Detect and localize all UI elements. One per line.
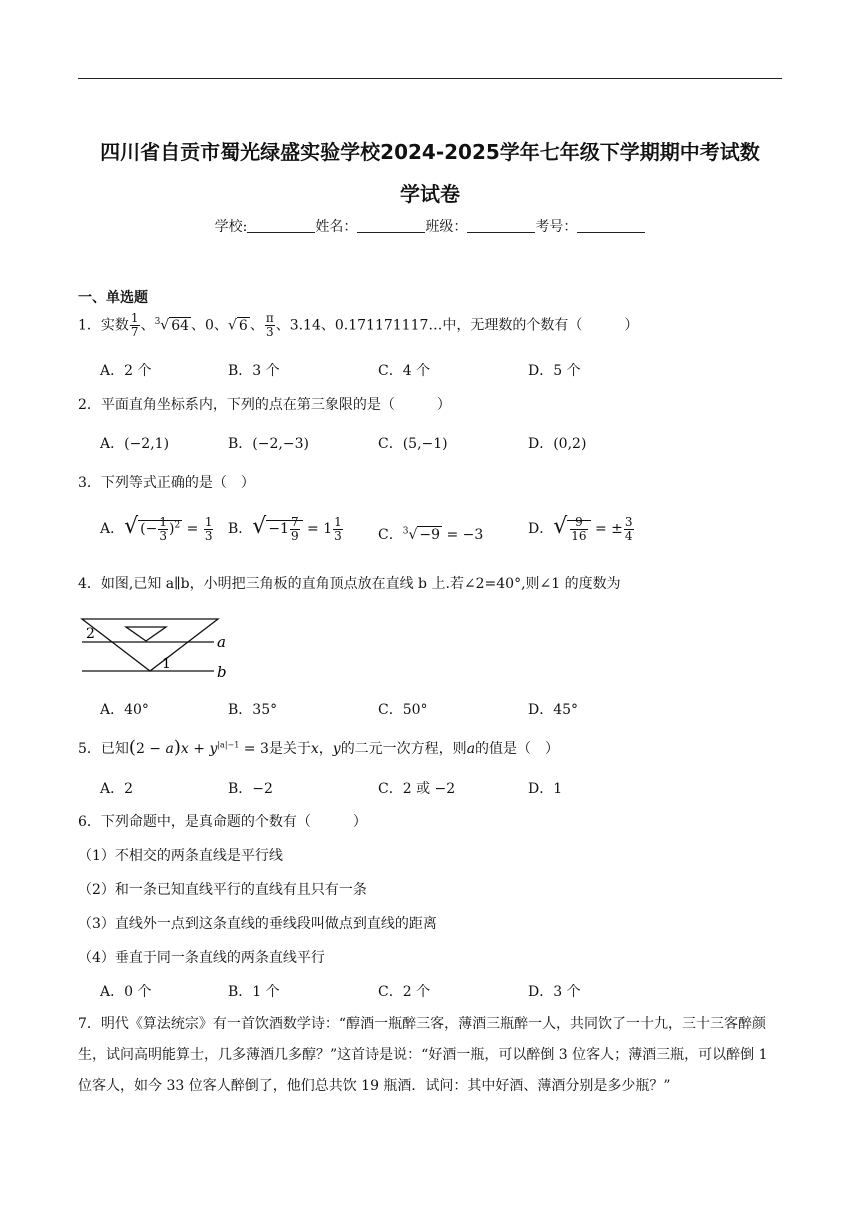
q2-option-c[interactable]: C．(5,−1) bbox=[378, 436, 448, 452]
q1-prefix: 1．实数 bbox=[78, 317, 129, 334]
q4-option-c[interactable]: C．50° bbox=[378, 702, 428, 718]
question-4: 4．如图,已知 a∥b，小明把三角板的直角顶点放在直线 b 上.若∠2=40°,则∠1 的度数为 bbox=[78, 576, 621, 592]
question-1: 1．实数 $\frac{1}{7}$ 、$^3$√ 64 、0、√ 6 、 $\frac{\pi}{3}$ 、3.14、0.171171117…中，无理数的个数有（ ） bbox=[78, 311, 639, 339]
q5-option-d[interactable]: D．1 bbox=[528, 781, 563, 797]
q3-option-b[interactable]: B．√ −1 $\frac{7}{9}$ = 1 $\frac{1}{3}$ bbox=[228, 514, 342, 543]
triangle-inner bbox=[126, 627, 166, 641]
q5-text: 的二元一次方程，则 bbox=[340, 741, 467, 757]
q6-option-d[interactable]: D．3 个 bbox=[528, 984, 581, 1000]
q6-item: （1）不相交的两条直线是平行线 bbox=[78, 848, 283, 864]
line-b-label: b bbox=[217, 663, 227, 681]
school-label: 学校: bbox=[214, 219, 248, 235]
header-rule bbox=[78, 78, 782, 79]
q1-pi-fraction: $\frac{\pi}{3}$ bbox=[265, 311, 274, 339]
school-blank[interactable] bbox=[247, 218, 315, 233]
exam-no-blank[interactable] bbox=[577, 218, 645, 233]
q1-sep: 、 bbox=[140, 317, 155, 334]
q5-option-b[interactable]: B．−2 bbox=[228, 781, 273, 797]
q5-text: 5．已知 bbox=[78, 741, 129, 757]
q3-option-a[interactable]: A．√ (− $\frac{1}{3}$ )$^2$ = $\frac{1}{3}$ bbox=[100, 514, 213, 543]
q5-option-a[interactable]: A．2 bbox=[100, 781, 134, 797]
q4-option-d[interactable]: D．45° bbox=[528, 702, 579, 718]
angle-2-label: 2 bbox=[86, 626, 95, 642]
line-a-label: a bbox=[217, 633, 226, 651]
exam-no-label: 考号： bbox=[535, 219, 578, 235]
question-3: 3．下列等式正确的是（ ） bbox=[78, 475, 255, 491]
q1-option-a[interactable]: A．2 个 bbox=[100, 363, 152, 379]
q5-option-c[interactable]: C．2 或 −2 bbox=[378, 781, 456, 797]
q4-option-a[interactable]: A．40° bbox=[100, 702, 149, 718]
q1-fraction: $\frac{1}{7}$ bbox=[130, 311, 139, 339]
q1-sep: 、0、 bbox=[191, 317, 228, 334]
student-info-line bbox=[0, 216, 860, 236]
q1-tail: 、3.14、0.171171117…中，无理数的个数有（ ） bbox=[275, 317, 639, 334]
class-blank[interactable] bbox=[467, 218, 535, 233]
q1-option-b[interactable]: B．3 个 bbox=[228, 363, 280, 379]
question-2: 2．平面直角坐标系内，下列的点在第三象限的是（ ） bbox=[78, 397, 451, 413]
q2-option-b[interactable]: B．(−2,−3) bbox=[228, 436, 309, 452]
q4-figure bbox=[78, 600, 238, 684]
q1-option-c[interactable]: C．4 个 bbox=[378, 363, 431, 379]
q3-option-c[interactable]: C．$^3$√ −9 = −3 bbox=[378, 526, 484, 543]
exam-title: 四川省自贡市蜀光绿盛实验学校2024-2025学年七年级下学期期中考试数 bbox=[100, 140, 760, 164]
q6-option-c[interactable]: C．2 个 bbox=[378, 984, 431, 1000]
q3-option-d[interactable]: D．√ $\frac{9}{16}$ = ± $\frac{3}{4}$ bbox=[528, 514, 633, 543]
exam-title-cont: 学试卷 bbox=[400, 182, 460, 206]
q5-text: 是关于 bbox=[268, 741, 311, 757]
angle-1-label: 1 bbox=[162, 656, 171, 672]
q2-option-d[interactable]: D．(0,2) bbox=[528, 436, 587, 452]
q1-option-d[interactable]: D．5 个 bbox=[528, 363, 581, 379]
q6-option-b[interactable]: B．1 个 bbox=[228, 984, 280, 1000]
q1-sep: 、 bbox=[249, 317, 264, 334]
q5-text: 的值是（ ） bbox=[475, 741, 560, 757]
name-label: 姓名： bbox=[315, 219, 358, 235]
q6-item: （4）垂直于同一条直线的两条直线平行 bbox=[78, 950, 325, 966]
name-blank[interactable] bbox=[357, 218, 425, 233]
q2-option-a[interactable]: A．(−2,1) bbox=[100, 436, 170, 452]
q6-item: （2）和一条已知直线平行的直线有且只有一条 bbox=[78, 882, 367, 898]
q6-option-a[interactable]: A．0 个 bbox=[100, 984, 152, 1000]
q4-option-b[interactable]: B．35° bbox=[228, 702, 278, 718]
question-5: 5．已知$(2 - a)x + y^{|a|-1} = 3$是关于x，y的二元一次方程，则a的值是（ ） bbox=[78, 737, 560, 758]
q6-item: （3）直线外一点到这条直线的垂线段叫做点到直线的距离 bbox=[78, 916, 437, 932]
question-7: 7．明代《算法统宗》有一首饮酒数学诗：“醇酒一瓶醉三客，薄酒三瓶醉一人，共同饮了一十九，三十三客醉颜生，试问高明能算士，几多薄酒几多醇？”这首诗是说：“好酒一瓶，可以醉倒 3 位客人；薄酒三瓶，可以醉倒 1 位客人，如今 33 位客人醉倒了，他们总共饮 19 瓶酒．试问：其中好酒、薄酒分别是多少瓶？” bbox=[78, 1016, 768, 1094]
question-6: 6．下列命题中，是真命题的个数有（ ） bbox=[78, 814, 367, 830]
class-label: 班级： bbox=[425, 219, 468, 235]
section-heading: 一、单选题 bbox=[78, 290, 148, 306]
